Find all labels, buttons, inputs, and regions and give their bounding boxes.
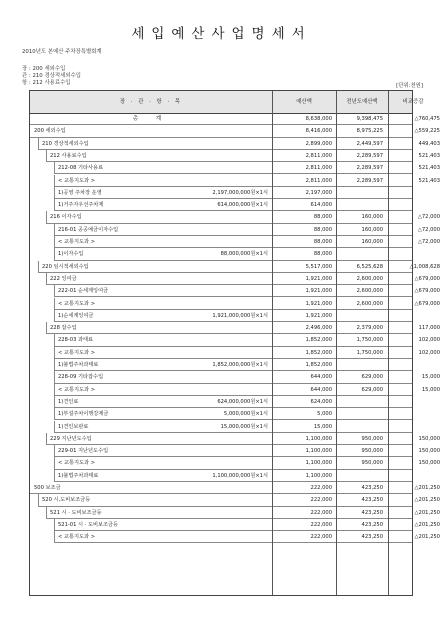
row-label: < 교통지도과 >	[58, 349, 96, 356]
row-diff	[364, 408, 440, 420]
row-budget: 2,811,000	[305, 165, 332, 172]
total-row	[30, 113, 440, 125]
row-calculation: 624,000,000원×1식	[217, 398, 268, 405]
row-prior: 2,289,597	[356, 177, 383, 184]
row-budget: 614,000	[310, 202, 332, 209]
row-diff: △679,000	[414, 288, 440, 295]
budget-subtitle: 2010년도 본예산 주차장특별회계	[22, 49, 102, 55]
row-prior: 2,289,597	[356, 152, 383, 159]
row-diff: 150,000	[418, 435, 440, 442]
table-row	[30, 359, 412, 371]
row-budget: 5,000	[317, 411, 332, 418]
row-budget: 88,000	[313, 226, 332, 233]
row-label: 1)불법주차과태료	[58, 362, 99, 368]
hierarchy-jang: 장 : 200 세외수입	[22, 66, 66, 72]
row-label: 228-09 기타잡수입	[58, 374, 104, 381]
row-budget: 2,899,000	[305, 140, 332, 147]
row-label: 212 사용료수입	[50, 152, 87, 159]
table-row	[30, 494, 440, 506]
header-diff: 비교증감	[402, 99, 424, 105]
row-budget: 5,517,000	[305, 263, 332, 270]
table-row	[30, 482, 440, 494]
row-budget: 1,921,000	[305, 275, 332, 282]
table-row	[30, 273, 440, 285]
row-prior: 160,000	[361, 226, 383, 233]
row-calculation: 1,921,000,000원×1식	[212, 312, 268, 319]
row-diff	[364, 421, 440, 433]
row-budget: 1,100,000	[305, 460, 332, 467]
row-prior: 2,600,000	[356, 300, 383, 307]
row-label: 222 잉여금	[50, 275, 77, 282]
table-row	[30, 310, 412, 322]
table-row	[30, 187, 412, 199]
row-prior: 950,000	[361, 448, 383, 455]
row-calculation: 15,000,000원×1식	[220, 423, 268, 430]
table-row	[30, 531, 440, 543]
row-diff	[364, 359, 440, 371]
row-budget: 2,197,000	[305, 189, 332, 196]
row-prior: 629,000	[361, 374, 383, 381]
row-diff: △201,250	[414, 521, 440, 528]
table-row	[30, 298, 440, 310]
row-diff: 521,403	[418, 165, 440, 172]
row-prior: 423,250	[361, 534, 383, 541]
row-prior: 2,379,000	[356, 325, 383, 332]
row-prior: 6,525,628	[356, 263, 383, 270]
row-label: 1)순세계잉여금	[58, 312, 94, 319]
total-label: 총 계	[132, 116, 170, 122]
row-diff: △72,000	[417, 226, 440, 233]
row-diff: 150,000	[418, 448, 440, 455]
row-diff: △201,250	[414, 509, 440, 516]
row-calculation: 1,100,000,000원×1식	[212, 472, 268, 479]
row-label: 500 보조금	[34, 485, 61, 491]
row-prior: 2,289,597	[356, 165, 383, 172]
table-row	[30, 138, 440, 150]
table-row	[30, 224, 440, 236]
table-header	[30, 91, 424, 114]
row-label: < 교통지도과 >	[58, 300, 96, 307]
total-budget: 8,638,000	[305, 116, 332, 122]
row-label: 1)공영 주차장 운영	[58, 189, 102, 196]
row-budget: 222,000	[310, 521, 332, 528]
row-label: 222-01 순세계잉여금	[58, 288, 109, 295]
row-budget: 222,000	[310, 485, 332, 491]
table-row	[30, 519, 440, 531]
row-diff: △201,250	[414, 485, 440, 491]
row-budget: 644,000	[310, 386, 332, 393]
table-row	[30, 470, 412, 482]
row-calculation: 88,000,000원×1식	[220, 251, 268, 258]
table-row	[30, 445, 440, 457]
table-row	[30, 261, 440, 273]
row-budget: 2,811,000	[305, 152, 332, 159]
table-row	[30, 384, 440, 396]
table-row	[30, 322, 440, 334]
row-budget: 1,852,000	[305, 337, 332, 344]
row-label: 210 경상적세외수입	[42, 140, 89, 147]
table-row	[30, 175, 440, 187]
row-budget: 1,100,000	[305, 435, 332, 442]
col-divider	[336, 91, 337, 595]
row-diff: 15,000	[421, 374, 440, 381]
row-diff: △679,000	[414, 275, 440, 282]
table-row	[30, 371, 440, 383]
row-label: < 교통지도과 >	[58, 534, 96, 541]
row-prior: 950,000	[361, 435, 383, 442]
row-diff	[364, 248, 440, 260]
row-diff	[364, 187, 440, 199]
row-label: 1)견인보관료	[58, 423, 89, 430]
row-budget: 1,100,000	[305, 472, 332, 479]
row-budget: 15,000	[313, 423, 332, 430]
row-prior: 1,750,000	[356, 349, 383, 356]
table-row	[30, 285, 440, 297]
row-diff: 102,000	[418, 337, 440, 344]
row-diff: △1,008,628	[409, 263, 440, 270]
table-row	[30, 150, 440, 162]
row-label: 200 세외수입	[34, 128, 66, 135]
row-diff: 117,000	[418, 325, 440, 332]
table-row	[30, 162, 440, 174]
row-budget: 88,000	[313, 214, 332, 221]
col-divider	[272, 91, 273, 595]
table-row	[30, 199, 412, 211]
table-row	[30, 125, 440, 137]
row-label: < 교통지도과 >	[58, 386, 96, 393]
row-diff: 150,000	[418, 460, 440, 467]
row-budget: 222,000	[310, 534, 332, 541]
table-row	[30, 408, 412, 420]
row-prior: 160,000	[361, 214, 383, 221]
table-row	[30, 396, 412, 408]
budget-table	[29, 90, 440, 596]
row-diff: △72,000	[417, 239, 440, 245]
unit-label: [단위:천원]	[396, 83, 423, 89]
row-budget: 1,100,000	[305, 448, 332, 455]
row-budget: 88,000	[313, 251, 332, 258]
row-diff: 102,000	[418, 349, 440, 356]
table-row	[30, 236, 440, 248]
header-category: 장 · 관 · 항 · 목	[119, 99, 183, 105]
row-calculation: 5,000,000원×1식	[223, 411, 268, 418]
row-label: 520 시,도비보조금등	[42, 497, 91, 504]
row-prior: 950,000	[361, 460, 383, 467]
row-label: < 교통지도과 >	[58, 177, 96, 184]
row-prior: 8,975,225	[356, 128, 383, 135]
row-budget: 644,000	[310, 374, 332, 381]
row-budget: 1,921,000	[305, 300, 332, 307]
row-calculation: 2,197,000,000원×1식	[212, 189, 268, 196]
row-diff: △679,000	[414, 300, 440, 307]
table-row	[30, 248, 412, 260]
row-calculation: 614,000,000원×1식	[217, 202, 268, 209]
row-diff	[364, 199, 440, 211]
row-label: 229-01 지난년도수입	[58, 448, 109, 455]
row-label: 1)이자수입	[58, 251, 84, 258]
table-row	[30, 421, 412, 433]
row-prior: 2,449,597	[356, 140, 383, 147]
table-row	[30, 334, 440, 346]
row-label: 228-03 과태료	[58, 337, 94, 344]
table-row	[30, 433, 440, 445]
row-diff	[364, 310, 440, 322]
row-prior: 423,250	[361, 497, 383, 504]
row-budget: 1,852,000	[305, 349, 332, 356]
row-label: 521-01 시 · 도비보조금등	[58, 521, 119, 528]
total-prior: 9,398,475	[356, 116, 383, 122]
row-prior: 2,600,000	[356, 275, 383, 282]
row-diff: △201,250	[414, 497, 440, 504]
row-label: < 교통지도과 >	[58, 460, 96, 467]
row-label: 521 시 · 도비보조금등	[50, 509, 102, 516]
row-label: 228 잡수입	[50, 325, 77, 332]
row-budget: 222,000	[310, 497, 332, 504]
row-diff: △201,250	[414, 534, 440, 541]
row-prior: 423,250	[361, 485, 383, 491]
row-budget: 1,921,000	[305, 312, 332, 319]
row-budget: 2,811,000	[305, 177, 332, 184]
row-budget: 2,496,000	[305, 325, 332, 332]
row-diff: 521,403	[418, 177, 440, 184]
row-label: 212-08 기타사용료	[58, 165, 104, 172]
row-label: 1)견인료	[58, 398, 79, 405]
row-prior: 629,000	[361, 386, 383, 393]
row-label: 1)불법주차과태료	[58, 472, 99, 479]
row-prior: 2,600,000	[356, 288, 383, 295]
row-budget: 1,852,000	[305, 362, 332, 368]
table-row	[30, 507, 440, 519]
row-diff: 449,403	[418, 140, 440, 147]
row-prior: 423,250	[361, 509, 383, 516]
row-diff	[364, 396, 440, 408]
row-label: 1)부설주차이행강제금	[58, 411, 109, 418]
row-prior: 423,250	[361, 521, 383, 528]
row-budget: 8,416,000	[305, 128, 332, 135]
table-row	[30, 347, 440, 359]
row-label: 229 지난년도수입	[50, 435, 92, 442]
row-prior: 1,750,000	[356, 337, 383, 344]
row-budget: 88,000	[313, 239, 332, 245]
row-label: 216 이자수입	[50, 214, 82, 221]
row-budget: 624,000	[310, 398, 332, 405]
row-diff	[364, 470, 440, 482]
table-row	[30, 211, 440, 223]
header-budget: 예산액	[296, 99, 312, 105]
row-diff: △559,225	[414, 128, 440, 135]
row-diff: △72,000	[417, 214, 440, 221]
row-calculation: 1,852,000,000원×1식	[212, 362, 268, 368]
row-budget: 1,921,000	[305, 288, 332, 295]
row-label: < 교통지도과 >	[58, 239, 96, 245]
col-divider	[388, 91, 389, 595]
row-diff: 521,403	[418, 152, 440, 159]
row-budget: 222,000	[310, 509, 332, 516]
table-row	[30, 457, 440, 469]
row-label: 1)거주자우선주차제	[58, 202, 104, 209]
row-prior: 160,000	[361, 239, 383, 245]
row-label: 220 임시적세외수입	[42, 263, 89, 270]
hierarchy-hang: 항 : 212 사용료수입	[22, 80, 71, 86]
hierarchy-gwan: 관 : 210 경상적세외수입	[22, 73, 81, 79]
page-title: 세입예산사업명세서	[131, 26, 312, 42]
total-diff: △760,475	[414, 116, 440, 122]
header-prior: 전년도예산액	[346, 99, 378, 105]
row-label: 216-01 공공예금이자수입	[58, 226, 119, 233]
row-diff: 15,000	[421, 386, 440, 393]
